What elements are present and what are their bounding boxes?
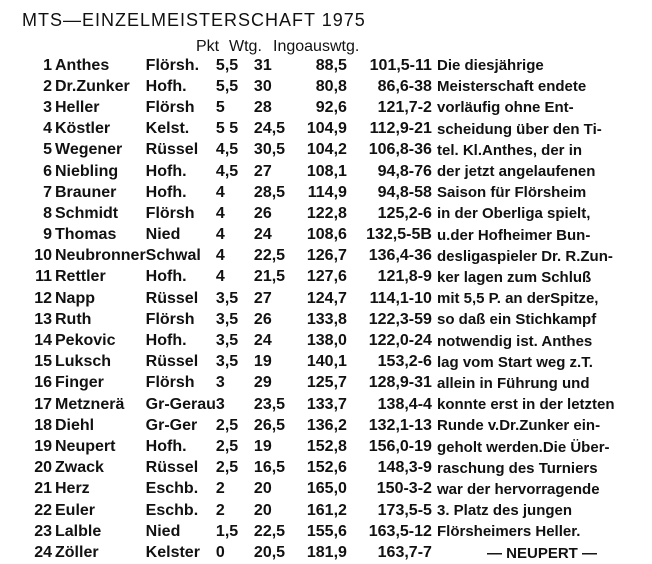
player-name-cell: Zöller xyxy=(55,543,99,561)
player-name-cell: Thomas xyxy=(55,226,117,244)
rank-cell: 22 xyxy=(34,501,52,519)
player-name-cell: Dr.Zunker xyxy=(55,77,130,95)
table-row xyxy=(22,479,432,500)
comment-line: geholt werden.Die Über- xyxy=(437,438,610,456)
ingo-evaluation-cell: 173,5-5 xyxy=(377,501,432,519)
player-name-cell: Neubronner xyxy=(55,247,146,265)
ingo-score-cell: 124,7 xyxy=(306,289,347,307)
player-name-cell: Zwack xyxy=(55,459,104,477)
ingo-score-cell: 133,7 xyxy=(306,395,347,413)
ingo-score-cell: 161,2 xyxy=(306,501,347,519)
table-row xyxy=(22,352,432,373)
ingo-score-cell: 114,9 xyxy=(307,183,347,201)
points-cell: 3,5 xyxy=(215,289,239,307)
points-cell: 4,5 xyxy=(215,141,239,159)
table-row xyxy=(22,394,432,415)
points-cell: 3,5 xyxy=(215,353,239,371)
comment-line: lag vom Start weg z.T. xyxy=(437,353,593,371)
ingo-score-cell: 133,8 xyxy=(306,310,347,328)
comment-line: notwendig ist. Anthes xyxy=(437,332,593,350)
comment-line: Flörsheimers Heller. xyxy=(437,523,581,541)
ingo-evaluation-cell: 163,5-12 xyxy=(368,522,432,540)
ingo-evaluation-cell: 136,4-36 xyxy=(368,247,432,265)
table-row xyxy=(22,119,432,140)
table-row xyxy=(22,415,432,436)
tiebreak-cell: 26 xyxy=(253,204,272,222)
results-body xyxy=(22,55,432,564)
table-row xyxy=(22,267,432,288)
ingo-evaluation-cell: 132,5-5B xyxy=(366,226,432,244)
ingo-evaluation-cell: 132,1-13 xyxy=(368,416,432,434)
table-row xyxy=(22,436,432,457)
club-cell: Kelster xyxy=(145,543,200,561)
club-cell: Gr-Ger xyxy=(145,416,198,434)
ingo-score-cell: 140,1 xyxy=(306,353,347,371)
ingo-score-cell: 92,6 xyxy=(315,98,347,116)
comment-line: desligaspieler Dr. R.Zun- xyxy=(437,247,613,265)
ingo-evaluation-cell: 148,3-9 xyxy=(377,459,432,477)
ingo-score-cell: 126,7 xyxy=(306,247,347,265)
points-cell: 1,5 xyxy=(215,522,239,540)
rank-cell: 12 xyxy=(34,289,52,307)
table-row xyxy=(22,182,432,203)
ingo-score-cell: 152,8 xyxy=(306,437,347,455)
player-name-cell: Luksch xyxy=(55,353,112,371)
ingo-evaluation-cell: 94,8-76 xyxy=(377,162,432,180)
rank-cell: 6 xyxy=(43,162,52,180)
header-wtg: Wtg. xyxy=(229,38,262,55)
club-cell: Rüssel xyxy=(145,353,199,371)
player-name-cell: Wegener xyxy=(55,141,123,159)
points-cell: 5 5 xyxy=(215,120,239,138)
club-cell: Rüssel xyxy=(145,141,199,159)
player-name-cell: Pekovic xyxy=(55,332,116,350)
comment-line: der jetzt angelaufenen xyxy=(437,163,596,181)
points-cell: 4 xyxy=(215,204,225,222)
rank-cell: 23 xyxy=(34,522,52,540)
comment-line: Meisterschaft endete xyxy=(437,78,587,96)
ingo-evaluation-cell: 122,3-59 xyxy=(368,310,432,328)
ingo-evaluation-cell: 94,8-58 xyxy=(377,183,432,201)
points-cell: 2,5 xyxy=(215,437,239,455)
club-cell: Rüssel xyxy=(145,289,199,307)
author-signature: — NEUPERT — xyxy=(487,544,598,562)
player-name-cell: Neupert xyxy=(55,437,116,455)
rank-cell: 2 xyxy=(43,77,52,95)
tiebreak-cell: 20 xyxy=(253,501,272,519)
ingo-score-cell: 181,9 xyxy=(306,543,347,561)
ingo-evaluation-cell: 101,5-11 xyxy=(369,56,432,74)
table-row xyxy=(22,55,432,76)
points-cell: 3,5 xyxy=(215,332,239,350)
player-name-cell: Euler xyxy=(55,501,96,519)
ingo-evaluation-cell: 156,0-19 xyxy=(368,437,432,455)
ingo-evaluation-cell: 128,9-31 xyxy=(368,374,432,392)
club-cell: Hofh. xyxy=(145,332,187,350)
points-cell: 2 xyxy=(215,501,225,519)
rank-cell: 18 xyxy=(34,416,52,434)
header-ingoauswertung: Ingoauswtg. xyxy=(273,38,360,55)
points-cell: 5 xyxy=(215,98,225,116)
points-cell: 2 xyxy=(215,480,225,498)
player-name-cell: Ruth xyxy=(55,310,92,328)
rank-cell: 3 xyxy=(43,98,52,116)
rank-cell: 16 xyxy=(34,374,52,392)
ingo-score-cell: 127,6 xyxy=(306,268,347,286)
comment-line: war der hervorragende xyxy=(437,481,600,499)
rank-cell: 1 xyxy=(43,56,52,74)
club-cell: Rüssel xyxy=(145,459,199,477)
rank-cell: 10 xyxy=(34,247,52,265)
club-cell: Eschb. xyxy=(145,501,199,519)
ingo-score-cell: 152,6 xyxy=(306,459,347,477)
player-name-cell: Diehl xyxy=(55,416,95,434)
ingo-score-cell: 108,6 xyxy=(306,226,347,244)
club-cell: Eschb. xyxy=(145,480,199,498)
club-cell: Hofh. xyxy=(145,268,187,286)
ingo-score-cell: 138,0 xyxy=(306,332,347,350)
rank-cell: 5 xyxy=(43,141,52,159)
ingo-evaluation-cell: 153,2-6 xyxy=(377,353,432,371)
table-row xyxy=(22,203,432,224)
points-cell: 0 xyxy=(215,543,225,561)
ingo-score-cell: 104,2 xyxy=(306,141,347,159)
tiebreak-cell: 28 xyxy=(253,98,272,116)
tiebreak-cell: 20,5 xyxy=(253,543,286,561)
table-row xyxy=(22,288,432,309)
club-cell: Hofh. xyxy=(145,77,187,95)
ingo-score-cell: 165,0 xyxy=(306,480,347,498)
club-cell: Kelst. xyxy=(145,120,190,138)
points-cell: 2,5 xyxy=(215,459,239,477)
tiebreak-cell: 24 xyxy=(253,332,272,350)
player-name-cell: Napp xyxy=(55,289,95,307)
comment-line: Saison für Flörsheim xyxy=(437,184,587,202)
tiebreak-cell: 22,5 xyxy=(253,522,286,540)
ingo-evaluation-cell: 125,2-6 xyxy=(377,204,432,222)
ingo-score-cell: 108,1 xyxy=(306,162,347,180)
ingo-evaluation-cell: 106,8-36 xyxy=(368,141,432,159)
table-row xyxy=(22,97,432,118)
club-cell: Gr-Gerau xyxy=(145,395,216,413)
rank-cell: 7 xyxy=(43,183,52,201)
table-row xyxy=(22,76,432,97)
tiebreak-cell: 26 xyxy=(253,310,272,328)
table-row xyxy=(22,500,432,521)
comment-line: tel. Kl.Anthes, der in xyxy=(437,141,583,159)
ingo-evaluation-cell: 114,1-10 xyxy=(369,289,432,307)
points-cell: 4 xyxy=(215,226,225,244)
table-row xyxy=(22,373,432,394)
ingo-score-cell: 136,2 xyxy=(306,416,347,434)
comment-line: ker lagen zum Schluß xyxy=(437,269,592,287)
points-cell: 3 xyxy=(215,374,225,392)
player-name-cell: Anthes xyxy=(55,56,110,74)
player-name-cell: Herz xyxy=(55,480,90,498)
tiebreak-cell: 19 xyxy=(253,437,272,455)
points-cell: 3,5 xyxy=(215,310,239,328)
comment-line: mit 5,5 P. an derSpitze, xyxy=(437,290,599,308)
club-cell: Schwal xyxy=(145,247,201,265)
club-cell: Flörsh. xyxy=(145,56,200,74)
rank-cell: 24 xyxy=(34,543,52,561)
ingo-evaluation-cell: 122,0-24 xyxy=(368,332,432,350)
player-name-cell: Schmidt xyxy=(55,204,119,222)
player-name-cell: Heller xyxy=(55,98,100,116)
comment-line: u.der Hofheimer Bun- xyxy=(437,226,591,244)
ingo-evaluation-cell: 138,4-4 xyxy=(377,395,432,413)
table-row xyxy=(22,225,432,246)
club-cell: Flörsh xyxy=(145,374,195,392)
rank-cell: 8 xyxy=(43,204,52,222)
club-cell: Flörsh xyxy=(145,310,195,328)
results-table xyxy=(22,55,432,564)
club-cell: Nied xyxy=(145,522,181,540)
comment-line: in der Oberliga spielt, xyxy=(437,205,591,223)
player-name-cell: Brauner xyxy=(55,183,117,201)
table-row xyxy=(22,161,432,182)
ingo-score-cell: 125,7 xyxy=(306,374,347,392)
header-pkt: Pkt xyxy=(196,38,220,55)
article-title: MTS—EINZELMEISTERSCHAFT 1975 xyxy=(22,10,366,30)
comment-line: so daß ein Stichkampf xyxy=(437,311,597,329)
player-name-cell: Rettler xyxy=(55,268,106,286)
club-cell: Hofh. xyxy=(145,183,187,201)
tiebreak-cell: 29 xyxy=(253,374,272,392)
tiebreak-cell: 20 xyxy=(253,480,272,498)
ingo-score-cell: 122,8 xyxy=(306,204,347,222)
tiebreak-cell: 24,5 xyxy=(253,120,286,138)
rank-cell: 14 xyxy=(34,332,52,350)
points-cell: 4 xyxy=(215,247,225,265)
points-cell: 2,5 xyxy=(215,416,239,434)
rank-cell: 17 xyxy=(34,395,52,413)
tiebreak-cell: 27 xyxy=(253,289,272,307)
comment-line: Die diesjährige xyxy=(437,57,544,74)
comment-line: scheidung über den Ti- xyxy=(437,120,602,138)
club-cell: Hofh. xyxy=(145,437,187,455)
rank-cell: 21 xyxy=(34,480,52,498)
ingo-score-cell: 88,5 xyxy=(315,56,347,74)
ingo-score-cell: 155,6 xyxy=(306,522,347,540)
club-cell: Flörsh xyxy=(145,204,195,222)
tiebreak-cell: 22,5 xyxy=(253,247,286,265)
comment-line: allein in Führung und xyxy=(437,375,590,393)
points-cell: 4 xyxy=(215,268,225,286)
tiebreak-cell: 16,5 xyxy=(253,459,286,477)
tiebreak-cell: 30 xyxy=(253,77,272,95)
points-cell: 5,5 xyxy=(215,56,239,74)
ingo-evaluation-cell: 121,7-2 xyxy=(377,98,432,116)
points-cell: 4 xyxy=(215,183,225,201)
table-row xyxy=(22,309,432,330)
tiebreak-cell: 21,5 xyxy=(253,268,286,286)
points-cell: 3 xyxy=(215,395,225,413)
table-row xyxy=(22,330,432,351)
table-row xyxy=(22,521,432,542)
rank-cell: 20 xyxy=(34,459,52,477)
club-cell: Hofh. xyxy=(145,162,187,180)
points-cell: 5,5 xyxy=(215,77,239,95)
rank-cell: 15 xyxy=(34,353,52,371)
rank-cell: 9 xyxy=(43,226,52,244)
table-row xyxy=(22,246,432,267)
tiebreak-cell: 28,5 xyxy=(253,183,286,201)
rank-cell: 11 xyxy=(35,268,52,286)
table-row xyxy=(22,140,432,161)
points-cell: 4,5 xyxy=(215,162,239,180)
tiebreak-cell: 27 xyxy=(253,162,272,180)
rank-cell: 19 xyxy=(34,437,52,455)
tiebreak-cell: 26,5 xyxy=(253,416,286,434)
tiebreak-cell: 30,5 xyxy=(253,141,286,159)
comment-line: Runde v.Dr.Zunker ein- xyxy=(437,417,601,435)
table-row xyxy=(22,458,432,479)
comment-line: konnte erst in der letzten xyxy=(437,396,615,414)
player-name-cell: Finger xyxy=(55,374,104,392)
ingo-score-cell: 104,9 xyxy=(306,120,347,138)
comment-line: 3. Platz des jungen xyxy=(437,502,573,520)
club-cell: Flörsh xyxy=(145,98,195,116)
tiebreak-cell: 24 xyxy=(253,226,272,244)
rank-cell: 4 xyxy=(43,120,52,138)
player-name-cell: Niebling xyxy=(55,162,119,180)
ingo-evaluation-cell: 86,6-38 xyxy=(377,77,432,95)
ingo-score-cell: 80,8 xyxy=(315,77,347,95)
ingo-evaluation-cell: 163,7-7 xyxy=(377,543,432,561)
ingo-evaluation-cell: 112,9-21 xyxy=(369,120,432,138)
club-cell: Nied xyxy=(145,226,181,244)
player-name-cell: Köstler xyxy=(55,120,111,138)
comment-line: raschung des Turniers xyxy=(437,459,598,477)
tiebreak-cell: 31 xyxy=(253,56,272,74)
rank-cell: 13 xyxy=(34,310,52,328)
tiebreak-cell: 19 xyxy=(253,353,272,371)
player-name-cell: Metznerä xyxy=(55,395,125,413)
comment-line: vorläufig ohne Ent- xyxy=(437,99,574,117)
comment-column xyxy=(437,55,647,564)
tiebreak-cell: 23,5 xyxy=(253,395,286,413)
comment-text xyxy=(437,55,647,543)
ingo-evaluation-cell: 150-3-2 xyxy=(376,480,432,498)
ingo-evaluation-cell: 121,8-9 xyxy=(377,268,432,286)
player-name-cell: Lalble xyxy=(55,522,102,540)
